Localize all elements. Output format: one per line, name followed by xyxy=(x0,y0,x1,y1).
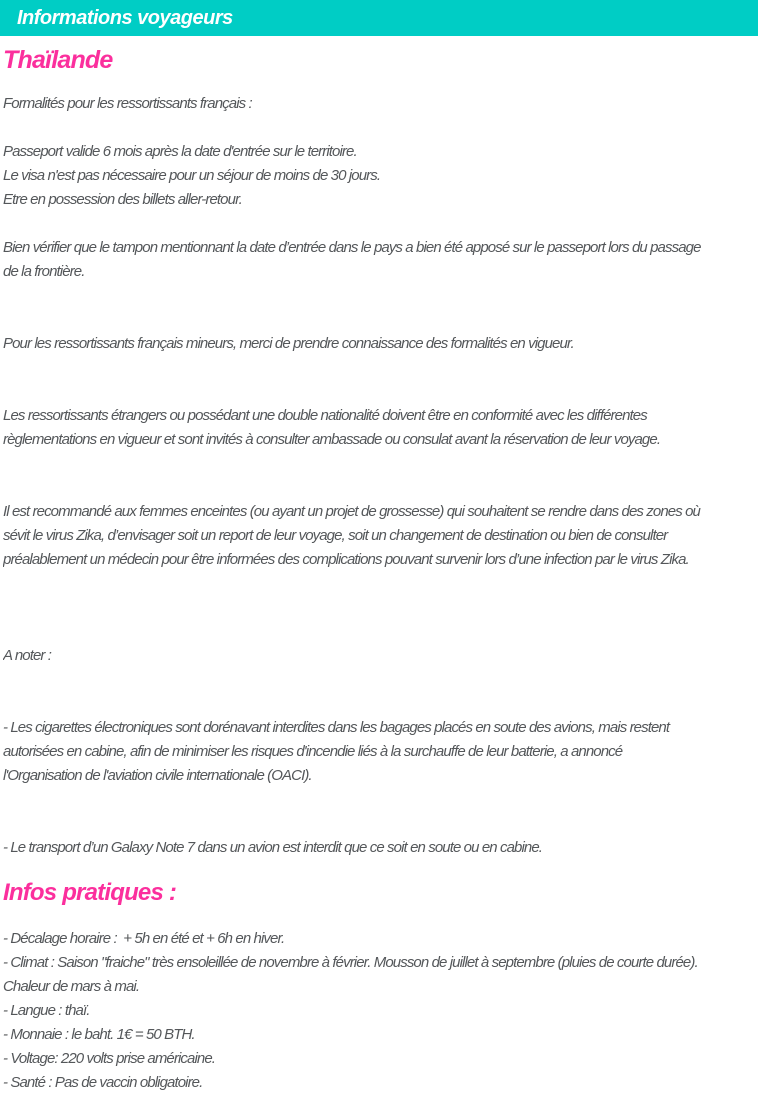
text-line: - Monnaie : le baht. 1€ = 50 BTH. xyxy=(3,1026,195,1043)
paragraph-mineurs xyxy=(3,332,758,356)
text-line: l'Organisation de l'aviation civile internationale (OACI). xyxy=(3,767,312,784)
paragraph-formalites xyxy=(3,92,758,116)
paragraph-infos-pratiques-list xyxy=(3,927,758,1095)
blank-line xyxy=(3,452,758,500)
text-line: Etre en possession des billets aller-retour. xyxy=(3,191,242,208)
text-line: autorisées en cabine, afin de minimiser les risques d'incendie liés à la surchauffe de leur batterie, a annoncé xyxy=(3,743,623,760)
text-line: Pour les ressortissants français mineurs, merci de prendre connaissance des formalités en vigueur. xyxy=(3,335,574,352)
blank-line xyxy=(3,116,758,140)
blank-line xyxy=(3,356,758,404)
text-line: - Climat : Saison "fraiche" très ensoleillée de novembre à février. Mousson de juillet à septembre (pluies de courte durée). xyxy=(3,954,698,971)
text-line: - Langue : thaï. xyxy=(3,1002,90,1019)
text-line: A noter : xyxy=(3,647,52,664)
text-line: Bien vérifier que le tampon mentionnant la date d’entrée dans le pays a bien été apposé sur le passeport lors du passage xyxy=(3,239,701,256)
country-heading: Thaïlande xyxy=(3,46,113,74)
blank-line xyxy=(3,284,758,332)
text-line: de la frontière. xyxy=(3,263,85,280)
text-line: Le visa n'est pas nécessaire pour un séjour de moins de 30 jours. xyxy=(3,167,381,184)
text-line: Il est recommandé aux femmes enceintes (ou ayant un projet de grossesse) qui souhaitent se rendre dans des zones où xyxy=(3,503,700,520)
content-blocks xyxy=(3,92,758,1095)
section-heading-infos-pratiques xyxy=(3,880,758,906)
blank-line xyxy=(3,788,758,836)
text-line: sévit le virus Zika, d’envisager soit un report de leur voyage, soit un changement de destination ou bien de consulter xyxy=(3,527,668,544)
main-content xyxy=(0,45,758,1095)
text-line: - Voltage: 220 volts prise américaine. xyxy=(3,1050,216,1067)
text-line: règlementations en vigueur et sont invités à consulter ambassade ou consulat avant la réservation de leur voyage. xyxy=(3,431,661,448)
paragraph-cigarettes xyxy=(3,716,758,788)
text-line: Les ressortissants étrangers ou possédant une double nationalité doivent être en conformité avec les différentes xyxy=(3,407,647,424)
paragraph-zika xyxy=(3,500,758,572)
blank-line xyxy=(3,668,758,716)
blank-line xyxy=(3,572,758,644)
text-line: préalablement un médecin pour être informées des complications pouvant survenir lors d’une infection par le virus Zika. xyxy=(3,551,689,568)
text-line: - Santé : Pas de vaccin obligatoire. xyxy=(3,1074,203,1091)
text-line: - Le transport d’un Galaxy Note 7 dans un avion est interdit que ce soit en soute ou en cabine. xyxy=(3,839,543,856)
text-line: Infos pratiques : xyxy=(3,880,177,906)
text-line: - Les cigarettes électroniques sont dorénavant interdites dans les bagages placés en soute des avions, mais restent xyxy=(3,719,670,736)
paragraph-etrangers xyxy=(3,404,758,452)
paragraph-a-noter xyxy=(3,644,758,668)
header-bar xyxy=(0,0,758,36)
text-line: Chaleur de mars à mai. xyxy=(3,978,140,995)
text-line: Formalités pour les ressortissants français : xyxy=(3,95,252,112)
paragraph-galaxy-note xyxy=(3,836,758,860)
page-title: Informations voyageurs xyxy=(17,7,233,29)
blank-line xyxy=(3,212,758,236)
paragraph-passeport xyxy=(3,140,758,212)
text-line: - Décalage horaire : + 5h en été et + 6h en hiver. xyxy=(3,930,285,947)
text-line: Passeport valide 6 mois après la date d'entrée sur le territoire. xyxy=(3,143,357,160)
paragraph-tampon xyxy=(3,236,758,284)
